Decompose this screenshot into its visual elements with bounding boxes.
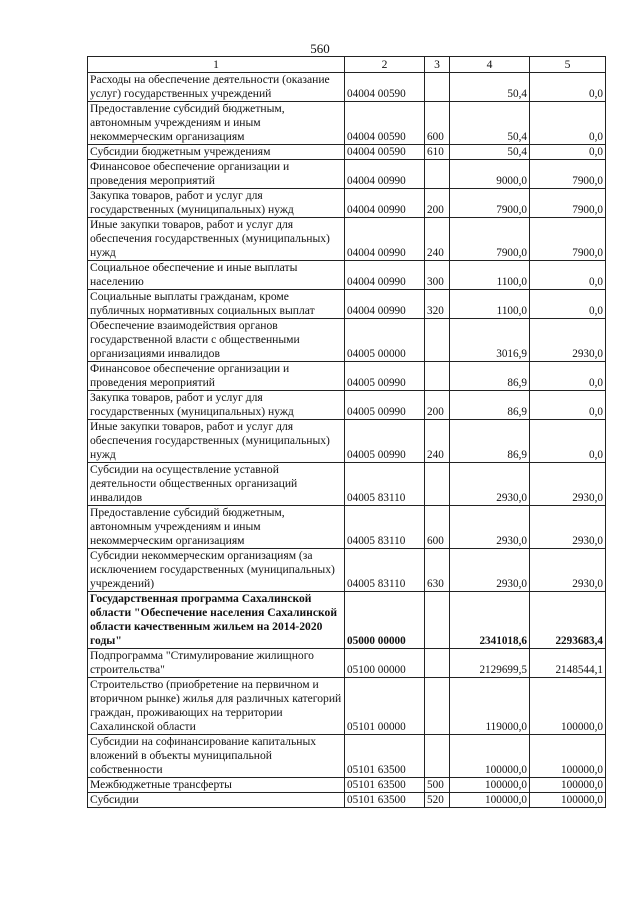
table-row [88, 73, 606, 102]
page-number: 560 [310, 41, 330, 56]
amount-col5: 100000,0 [530, 678, 606, 735]
item-name: Субсидии некоммерческим организациям (за исключением государственных (муниципальных) учреждений) [88, 549, 345, 592]
amount-col5: 2930,0 [530, 506, 606, 549]
amount-col4: 2341018,6 [450, 592, 530, 649]
amount-col5: 2930,0 [530, 463, 606, 506]
budget-table [87, 56, 606, 808]
item-code: 04004 00590 [345, 102, 425, 145]
item-name: Обеспечение взаимодействия органов государственной власти с общественными организациями инвалидов [88, 319, 345, 362]
item-code: 05101 00000 [345, 678, 425, 735]
item-code: 04005 83110 [345, 549, 425, 592]
item-name: Подпрограмма "Стимулирование жилищного строительства" [88, 649, 345, 678]
expense-type: 630 [425, 549, 450, 592]
amount-col5: 0,0 [530, 362, 606, 391]
amount-col4: 1100,0 [450, 290, 530, 319]
amount-col4: 2930,0 [450, 506, 530, 549]
expense-type [425, 592, 450, 649]
header-cell: 1 [88, 57, 345, 73]
item-code: 04004 00590 [345, 145, 425, 160]
item-name: Закупка товаров, работ и услуг для государственных (муниципальных) нужд [88, 391, 345, 420]
amount-col4: 7900,0 [450, 218, 530, 261]
expense-type: 200 [425, 189, 450, 218]
expense-type: 610 [425, 145, 450, 160]
amount-col4: 9000,0 [450, 160, 530, 189]
table-row [88, 592, 606, 649]
item-code: 05101 63500 [345, 778, 425, 793]
item-name: Субсидии на софинансирование капитальных вложений в объекты муниципальной собственности [88, 735, 345, 778]
amount-col4: 50,4 [450, 102, 530, 145]
table-row [88, 735, 606, 778]
expense-type: 500 [425, 778, 450, 793]
table-row [88, 319, 606, 362]
item-code: 05101 63500 [345, 735, 425, 778]
expense-type [425, 362, 450, 391]
expense-type [425, 160, 450, 189]
item-name: Расходы на обеспечение деятельности (оказание услуг) государственных учреждений [88, 73, 345, 102]
amount-col5: 100000,0 [530, 735, 606, 778]
amount-col5: 0,0 [530, 73, 606, 102]
item-code: 04005 00990 [345, 391, 425, 420]
item-name: Финансовое обеспечение организации и проведения мероприятий [88, 362, 345, 391]
amount-col5: 0,0 [530, 102, 606, 145]
amount-col4: 119000,0 [450, 678, 530, 735]
amount-col5: 100000,0 [530, 778, 606, 793]
item-name: Иные закупки товаров, работ и услуг для обеспечения государственных (муниципальных) нужд [88, 420, 345, 463]
expense-type: 600 [425, 506, 450, 549]
amount-col4: 86,9 [450, 362, 530, 391]
item-name: Субсидии бюджетным учреждениям [88, 145, 345, 160]
amount-col5: 0,0 [530, 261, 606, 290]
item-name: Субсидии на осуществление уставной деятельности общественных организаций инвалидов [88, 463, 345, 506]
table-row [88, 678, 606, 735]
amount-col4: 3016,9 [450, 319, 530, 362]
amount-col5: 7900,0 [530, 160, 606, 189]
amount-col5: 2148544,1 [530, 649, 606, 678]
amount-col5: 0,0 [530, 420, 606, 463]
amount-col4: 2930,0 [450, 463, 530, 506]
item-name: Строительство (приобретение на первичном и вторичном рынке) жилья для различных категорий граждан, проживающих на территории Сахалинской области [88, 678, 345, 735]
table-row [88, 160, 606, 189]
table-row [88, 218, 606, 261]
expense-type: 300 [425, 261, 450, 290]
table-row [88, 463, 606, 506]
item-code: 04004 00990 [345, 189, 425, 218]
item-code: 05100 00000 [345, 649, 425, 678]
table-row [88, 145, 606, 160]
item-code: 05000 00000 [345, 592, 425, 649]
table-row [88, 649, 606, 678]
item-name: Закупка товаров, работ и услуг для государственных (муниципальных) нужд [88, 189, 345, 218]
amount-col5: 2293683,4 [530, 592, 606, 649]
item-name: Предоставление субсидий бюджетным, автономным учреждениям и иным некоммерческим организациям [88, 506, 345, 549]
header-row [88, 57, 606, 73]
amount-col4: 50,4 [450, 145, 530, 160]
table-row [88, 362, 606, 391]
amount-col5: 7900,0 [530, 218, 606, 261]
amount-col4: 1100,0 [450, 261, 530, 290]
header-cell: 2 [345, 57, 425, 73]
amount-col5: 0,0 [530, 391, 606, 420]
item-code: 04005 00000 [345, 319, 425, 362]
item-code: 04004 00990 [345, 261, 425, 290]
item-code: 04004 00990 [345, 290, 425, 319]
amount-col4: 50,4 [450, 73, 530, 102]
amount-col5: 2930,0 [530, 549, 606, 592]
expense-type [425, 649, 450, 678]
item-name: Субсидии [88, 793, 345, 808]
item-code: 04005 83110 [345, 463, 425, 506]
amount-col4: 86,9 [450, 391, 530, 420]
table-row [88, 102, 606, 145]
item-code: 04005 00990 [345, 420, 425, 463]
item-code: 04004 00590 [345, 73, 425, 102]
amount-col5: 2930,0 [530, 319, 606, 362]
amount-col4: 100000,0 [450, 793, 530, 808]
amount-col5: 100000,0 [530, 793, 606, 808]
item-name: Финансовое обеспечение организации и проведения мероприятий [88, 160, 345, 189]
table-row [88, 549, 606, 592]
expense-type: 240 [425, 420, 450, 463]
amount-col4: 100000,0 [450, 778, 530, 793]
amount-col4: 2930,0 [450, 549, 530, 592]
expense-type [425, 463, 450, 506]
item-name: Межбюджетные трансферты [88, 778, 345, 793]
item-name: Иные закупки товаров, работ и услуг для обеспечения государственных (муниципальных) нужд [88, 218, 345, 261]
expense-type [425, 319, 450, 362]
table-row [88, 506, 606, 549]
expense-type: 600 [425, 102, 450, 145]
header-cell: 5 [530, 57, 606, 73]
amount-col4: 86,9 [450, 420, 530, 463]
item-name: Социальное обеспечение и иные выплаты населению [88, 261, 345, 290]
amount-col4: 100000,0 [450, 735, 530, 778]
expense-type: 320 [425, 290, 450, 319]
amount-col4: 2129699,5 [450, 649, 530, 678]
table-row [88, 778, 606, 793]
expense-type [425, 678, 450, 735]
amount-col4: 7900,0 [450, 189, 530, 218]
item-name: Социальные выплаты гражданам, кроме публичных нормативных социальных выплат [88, 290, 345, 319]
expense-type: 520 [425, 793, 450, 808]
header-cell: 4 [450, 57, 530, 73]
table-row [88, 290, 606, 319]
item-name: Государственная программа Сахалинской области "Обеспечение населения Сахалинской области качественным жильем на 2014-2020 годы" [88, 592, 345, 649]
expense-type: 240 [425, 218, 450, 261]
amount-col5: 0,0 [530, 145, 606, 160]
expense-type [425, 73, 450, 102]
amount-col5: 7900,0 [530, 189, 606, 218]
expense-type [425, 735, 450, 778]
table-row [88, 793, 606, 808]
expense-type: 200 [425, 391, 450, 420]
header-cell: 3 [425, 57, 450, 73]
item-code: 04005 00990 [345, 362, 425, 391]
table-row [88, 189, 606, 218]
table-row [88, 391, 606, 420]
amount-col5: 0,0 [530, 290, 606, 319]
item-code: 04004 00990 [345, 160, 425, 189]
item-code: 04004 00990 [345, 218, 425, 261]
item-code: 04005 83110 [345, 506, 425, 549]
table-row [88, 261, 606, 290]
item-name: Предоставление субсидий бюджетным, автономным учреждениям и иным некоммерческим организациям [88, 102, 345, 145]
table-row [88, 420, 606, 463]
item-code: 05101 63500 [345, 793, 425, 808]
